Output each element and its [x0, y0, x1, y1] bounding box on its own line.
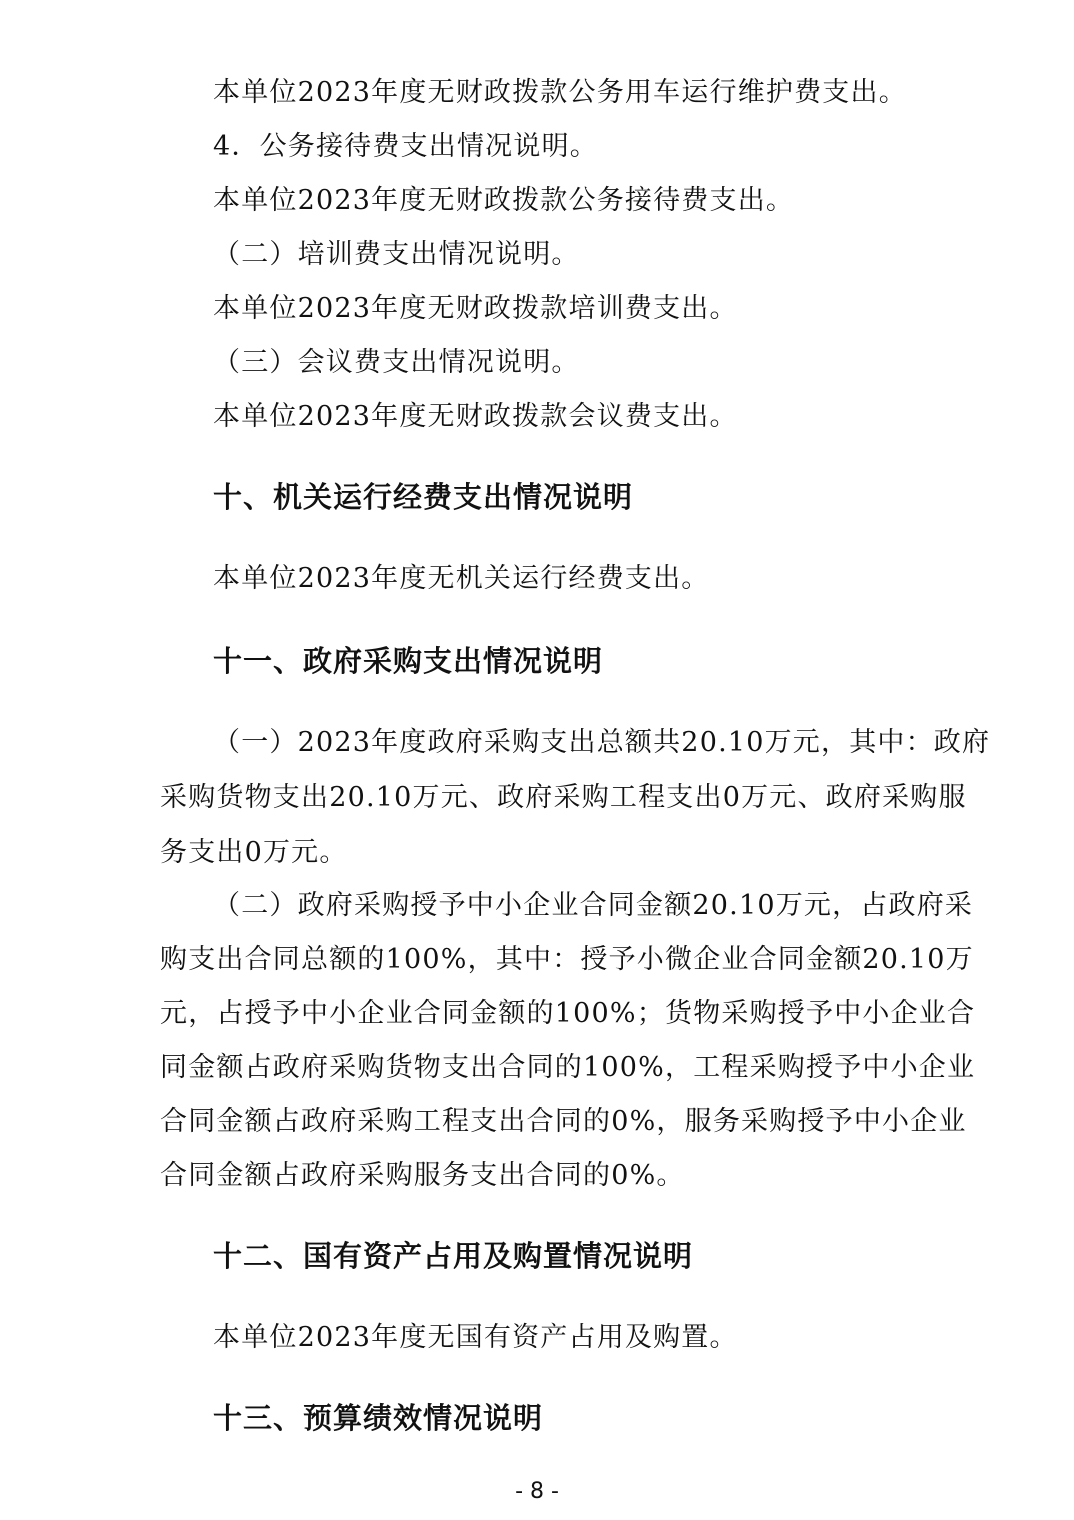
section-11-para1-line: 务支出0万元。: [160, 837, 348, 868]
section-11-para2-line: 合同金额占政府采购服务支出合同的0%。: [160, 1160, 685, 1191]
subheading-meeting-fees: （三）会议费支出情况说明。: [213, 347, 580, 378]
section-10-body: 本单位2023年度无机关运行经费支出。: [213, 563, 710, 594]
body-line: 本单位2023年度无财政拨款公务用车运行维护费支出。: [213, 77, 907, 108]
section-11-para2-line: 同金额占政府采购货物支出合同的100%，工程采购授予中小企业: [160, 1052, 976, 1083]
subheading-reception-fees: 4．公务接待费支出情况说明。: [213, 131, 598, 162]
section-13-heading: 十三、预算绩效情况说明: [213, 1401, 544, 1435]
section-11-para2-line: 元，占授予中小企业合同金额的100%；货物采购授予中小企业合: [160, 998, 976, 1029]
section-12-heading: 十二、国有资产占用及购置情况说明: [213, 1239, 694, 1273]
page-number: - 8 -: [515, 1479, 559, 1504]
subheading-training-fees: （二）培训费支出情况说明。: [213, 239, 580, 270]
section-12-body: 本单位2023年度无国有资产占用及购置。: [213, 1322, 738, 1353]
section-11-para1-line: 采购货物支出20.10万元、政府采购工程支出0万元、政府采购服: [160, 782, 967, 813]
section-11-para1-line: （一）2023年度政府采购支出总额共20.10万元，其中：政府: [213, 727, 991, 758]
section-11-para2-line: 购支出合同总额的100%，其中：授予小微企业合同金额20.10万: [160, 944, 974, 975]
body-line: 本单位2023年度无财政拨款培训费支出。: [213, 293, 738, 324]
section-10-heading: 十、机关运行经费支出情况说明: [213, 480, 634, 514]
section-11-heading: 十一、政府采购支出情况说明: [213, 644, 604, 678]
body-line: 本单位2023年度无财政拨款会议费支出。: [213, 401, 738, 432]
section-11-para2-line: 合同金额占政府采购工程支出合同的0%，服务采购授予中小企业: [160, 1106, 967, 1137]
section-11-para2-line: （二）政府采购授予中小企业合同金额20.10万元，占政府采: [213, 890, 974, 921]
body-line: 本单位2023年度无财政拨款公务接待费支出。: [213, 185, 795, 216]
